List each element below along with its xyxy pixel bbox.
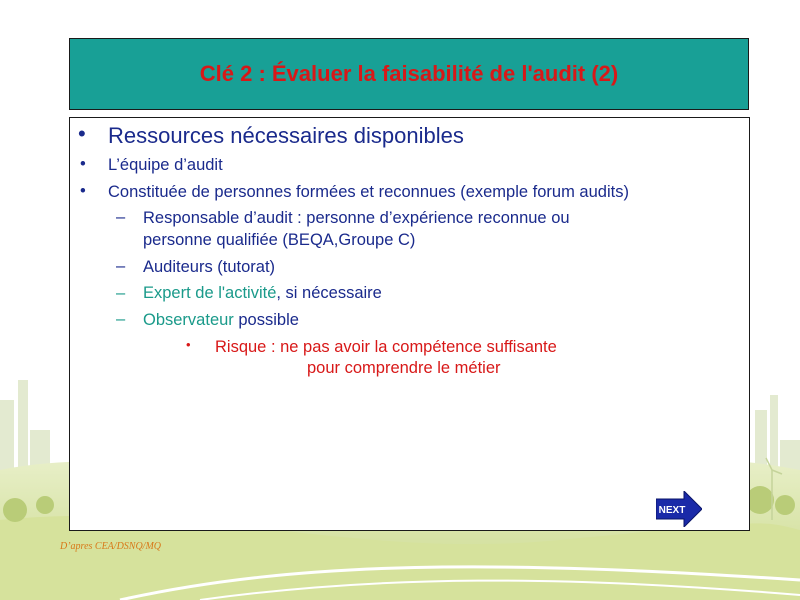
- content-box: [69, 117, 750, 531]
- next-label: NEXT: [658, 505, 686, 516]
- bullet-resources: Ressources nécessaires disponibles: [108, 123, 464, 148]
- sub-observer-term: Observateur: [143, 311, 234, 329]
- dash-icon: –: [116, 310, 126, 328]
- slide-title-box: [69, 38, 749, 110]
- bullet-audit-team: L’équipe d’audit: [108, 156, 223, 174]
- sub-auditors: Auditeurs (tutorat): [143, 258, 276, 276]
- dash-icon: –: [116, 257, 126, 275]
- sub-expert-rest: , si nécessaire: [276, 284, 382, 302]
- risk-line1: Risque : ne pas avoir la compétence suffisante: [215, 338, 557, 356]
- next-button[interactable]: [656, 491, 702, 527]
- bullet-composition: Constituée de personnes formées et reconnues (exemple forum audits): [108, 183, 629, 201]
- bullet-icon: •: [78, 121, 86, 146]
- sub-expert: [143, 284, 382, 303]
- bullet-icon: •: [186, 337, 191, 352]
- risk-line2: pour comprendre le métier: [307, 359, 501, 377]
- sub-observer: [143, 311, 299, 330]
- dash-icon: –: [116, 208, 126, 226]
- sub-lead-auditor-line2: personne qualifiée (BEQA,Groupe C): [143, 231, 416, 249]
- sub-observer-rest: possible: [233, 311, 299, 329]
- dash-icon: –: [116, 284, 126, 302]
- bullet-icon: •: [80, 182, 86, 200]
- sub-lead-auditor-line1: Responsable d’audit : personne d’expérience reconnue ou: [143, 209, 570, 227]
- footer-source: D’apres CEA/DSNQ/MQ: [60, 541, 162, 552]
- bullet-icon: •: [80, 155, 86, 173]
- slide-title: Clé 2 : Évaluer la faisabilité de l'audit (2): [199, 61, 619, 86]
- sub-expert-term: Expert de l'activité: [143, 284, 277, 302]
